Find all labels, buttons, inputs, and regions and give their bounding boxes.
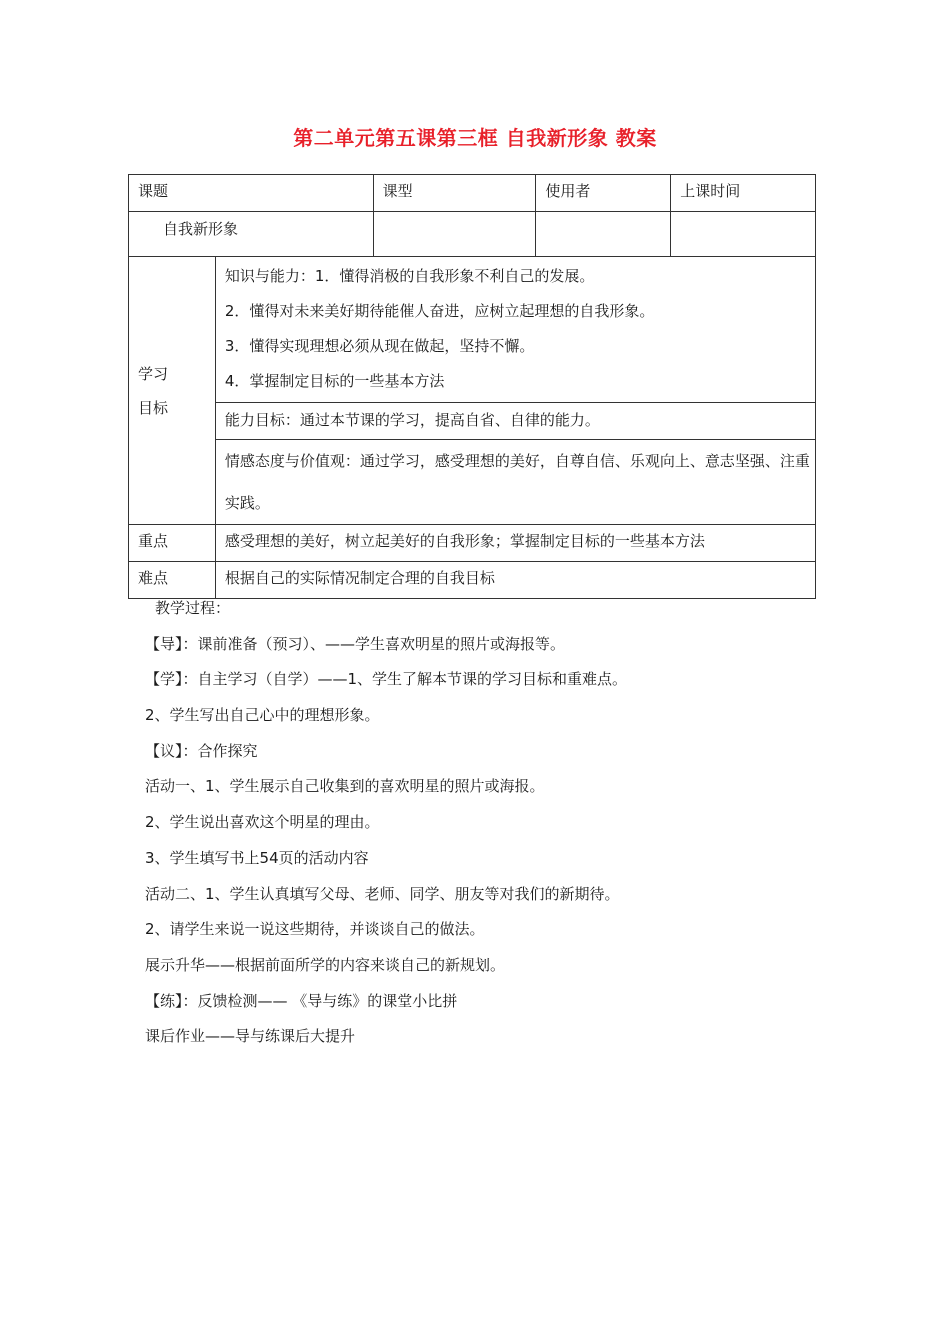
emotion-goal: 情感态度与价值观：通过学习，感受理想的美好，自尊自信、乐观向上、意志坚强、注重实践。 — [215, 440, 815, 525]
process-line: 活动二、1、学生认真填写父母、老师、同学、朋友等对我们的新期待。 — [145, 884, 620, 903]
process-line: 2、学生说出喜欢这个明星的理由。 — [145, 813, 380, 832]
goals-label: 学习 目标 — [129, 257, 216, 525]
header-cell-time: 上课时间 — [671, 175, 816, 212]
difficult-value: 根据自己的实际情况制定合理的自我目标 — [215, 562, 815, 599]
lesson-info-table — [128, 174, 816, 599]
process-line: 3、学生填写书上54页的活动内容 — [145, 848, 369, 867]
process-heading: 教学过程： — [155, 599, 231, 617]
goals-row-emotion — [129, 440, 816, 525]
process-line: 课后作业——导与练课后大提升 — [145, 1027, 356, 1046]
process-line: 【学】：自主学习（自学）——1、学生了解本节课的学习目标和重难点。 — [145, 670, 628, 689]
page-title: 第二单元第五课第三框 自我新形象 教案 — [293, 126, 657, 150]
goals-row-knowledge — [129, 257, 816, 403]
type-value — [373, 212, 536, 257]
topic-row — [129, 212, 816, 257]
user-value — [536, 212, 671, 257]
teaching-process — [145, 595, 825, 1059]
process-line: 【议】：合作探究 — [145, 741, 258, 760]
header-row — [129, 175, 816, 212]
header-cell-type: 课型 — [373, 175, 536, 212]
process-line: 活动一、1、学生展示自己收集到的喜欢明星的照片或海报。 — [145, 777, 545, 796]
process-line: 【导】：课前准备（预习）、——学生喜欢明星的照片或海报等。 — [145, 634, 566, 653]
process-line: 展示升华——根据前面所学的内容来谈自己的新规划。 — [145, 955, 506, 974]
knowledge-goals: 知识与能力：1．懂得消极的自我形象不利自己的发展。 2．懂得对未来美好期待能催人奋进，应树立起理想的自我形象。 3．懂得实现理想必须从现在做起，坚持不懈。 4．掌握制定目标的一些基本方法 — [215, 257, 815, 403]
key-value: 感受理想的美好，树立起美好的自我形象；掌握制定目标的一些基本方法 — [215, 525, 815, 562]
time-value — [671, 212, 816, 257]
ability-goal: 能力目标：通过本节课的学习，提高自省、自律的能力。 — [215, 403, 815, 440]
key-row — [129, 525, 816, 562]
topic-value: 自我新形象 — [129, 212, 374, 257]
process-line: 2、学生写出自己心中的理想形象。 — [145, 706, 380, 725]
goals-row-ability — [129, 403, 816, 440]
header-cell-user: 使用者 — [536, 175, 671, 212]
difficult-row — [129, 562, 816, 599]
process-line: 2、请学生来说一说这些期待，并谈谈自己的做法。 — [145, 920, 485, 939]
difficult-label: 难点 — [129, 562, 216, 599]
key-label: 重点 — [129, 525, 216, 562]
header-cell-topic: 课题 — [129, 175, 374, 212]
process-line: 【练】：反馈检测—— 《导与练》的课堂小比拼 — [145, 991, 458, 1010]
